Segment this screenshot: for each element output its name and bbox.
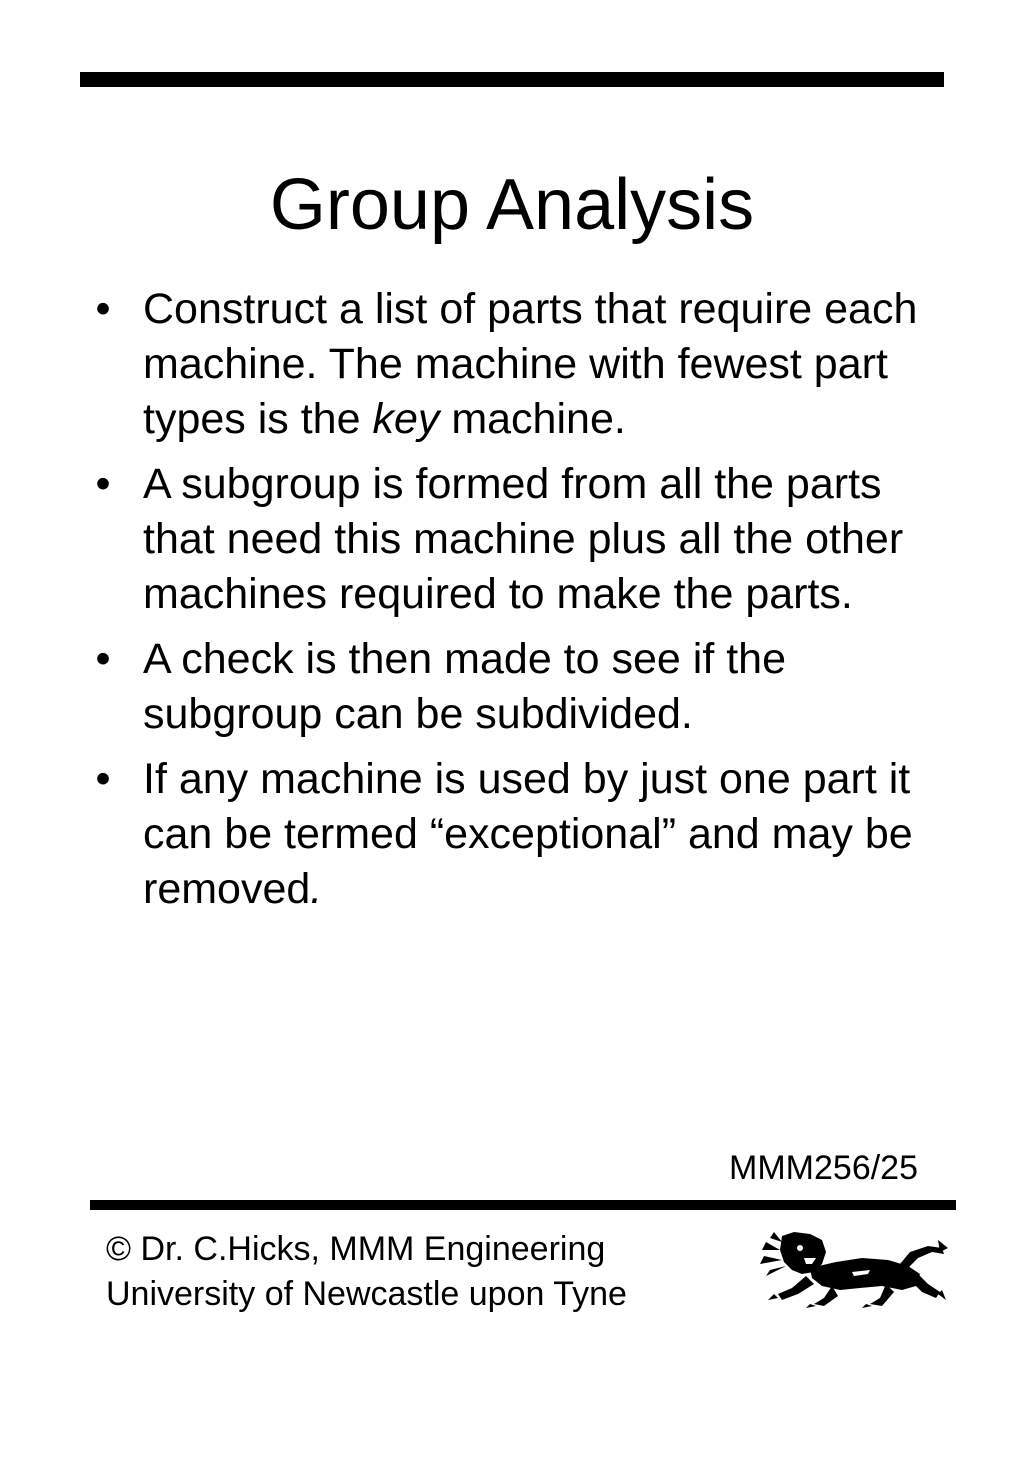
footer-line-copyright: © Dr. C.Hicks, MMM Engineering bbox=[106, 1230, 606, 1268]
bullet-text: A check is then made to see if the subgroup can be subdivided. bbox=[143, 635, 786, 738]
bullet-item bbox=[88, 632, 948, 742]
bullet-item bbox=[88, 282, 948, 447]
footer-line-university: University of Newcastle upon Tyne bbox=[106, 1275, 627, 1313]
lion-crest-icon bbox=[752, 1228, 948, 1308]
bottom-divider bbox=[90, 1200, 956, 1210]
bullet-icon: • bbox=[95, 635, 111, 683]
bullet-icon: • bbox=[95, 460, 111, 508]
top-divider bbox=[80, 72, 944, 87]
bullet-icon: • bbox=[95, 755, 111, 803]
bullet-text: Construct a list of parts that require each machine. The machine with fewest part types is the key machine. bbox=[143, 285, 918, 443]
bullet-item bbox=[88, 752, 948, 917]
emphasis-text: . bbox=[310, 865, 323, 913]
bullet-text: If any machine is used by just one part it can be termed “exceptional” and may be removed. bbox=[143, 755, 913, 913]
bullet-text: A subgroup is formed from all the parts that need this machine plus all the other machines required to make the parts. bbox=[143, 460, 904, 618]
bullet-icon: • bbox=[95, 285, 111, 333]
slide-title: Group Analysis bbox=[269, 165, 755, 245]
bullet-list bbox=[88, 282, 948, 927]
bullet-item bbox=[88, 457, 948, 622]
slide-id: MMM256/25 bbox=[729, 1149, 918, 1187]
footer-credit bbox=[106, 1227, 627, 1317]
emphasis-text: key bbox=[372, 395, 440, 443]
